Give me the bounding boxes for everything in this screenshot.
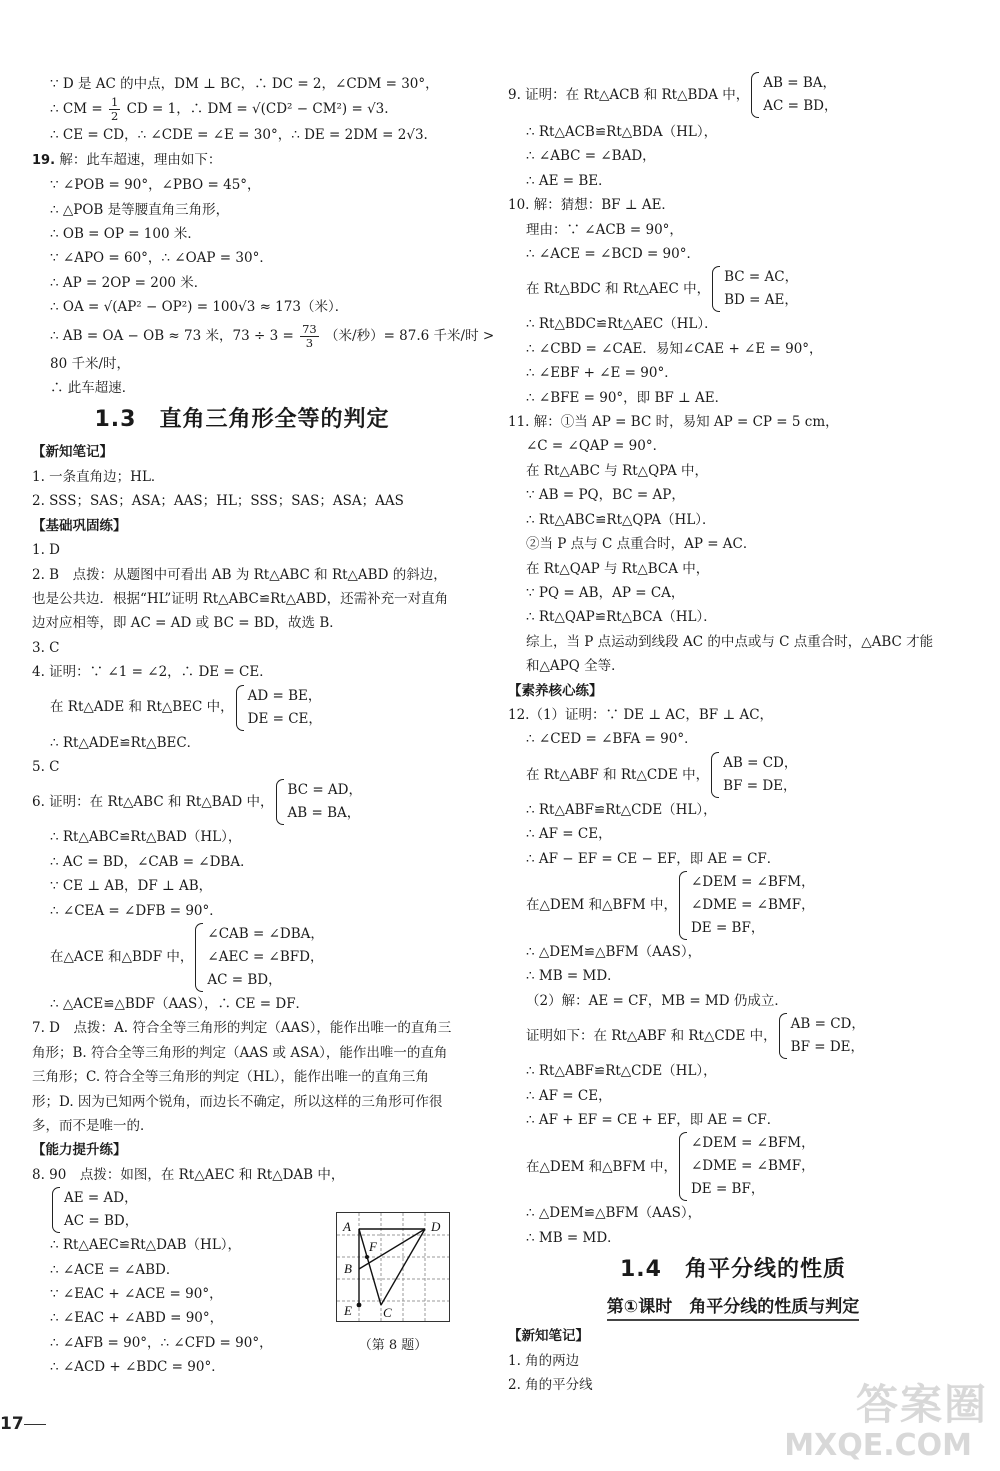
text-line: ∴ OA = √(AP² − OP²) = 100√3 ≈ 173（米）． [50,299,349,316]
text-line: 理由：∵ ∠ACB = 90°， [526,221,683,238]
text-line: ∴ Rt△ADE≌Rt△BEC． [50,734,201,751]
text-line: ∠C = ∠QAP = 90°． [526,438,667,455]
text-line: ∵ ∠EAC + ∠ACE = 90°， [50,1286,223,1303]
section-tag: 【新知笔记】 [508,1328,589,1345]
text-line: 1. 一条直角边；HL． [32,468,165,485]
text-line: ∴ 此车超速． [50,380,136,397]
point-e [357,1303,362,1308]
text-line: ∴ △POB 是等腰直角三角形， [50,201,230,218]
text-line: （2）解：AE = CF，MB = MD 仍成立． [526,992,788,1009]
equation-system: AE = AD， AC = BD， [32,1187,452,1233]
left-column [32,72,495,1380]
section-title: 1.3 直角三角形全等的判定 [94,407,390,433]
text-line: ∴ AC = BD，∠CAB = ∠DBA． [50,853,254,870]
text-line: ∴ Rt△ABC≌Rt△QPA（HL）． [526,511,716,528]
text-line: 在 Rt△ABC 与 Rt△QPA 中， [526,462,709,479]
equation-system: 在 Rt△ABF 和 Rt△CDE 中， AB = CD， BF = DE， [508,752,958,798]
text-line: ∴ ∠ABC = ∠BAD， [526,148,656,165]
text-line: ∴ ∠ACD + ∠BDC = 90°． [50,1359,225,1376]
text-line: ∵ PQ = AB，AP = CA， [526,584,685,601]
text-line: ∴ CM = $\frac{1}{2}$ CD = 1，∴ DM = √(CD² − CM²) = √3. [50,95,389,124]
lesson-title: 第①课时 角平分线的性质与判定 [508,1290,958,1324]
text-line: ∴ △ACE≌△BDF（AAS），∴ CE = DF． [50,995,310,1012]
point-f [365,1255,369,1259]
equation-system: 在 Rt△ADE 和 Rt△BEC 中， AD = BE， DE = CE， [32,685,452,731]
text-line: ∴ ∠CEA = ∠DFB = 90°． [50,902,223,919]
text-line: ∵ D 是 AC 的中点，DM ⊥ BC，∴ DC = 2，∠CDM = 30°， [50,76,439,92]
text-line: 和△APQ 全等． [526,658,625,675]
text-line: ∵ AB = PQ，BC = AP， [526,487,685,504]
text-line: 8. 90 点拨：如图，在 Rt△AEC 和 Rt△DAB 中， [32,1166,345,1183]
equation-system: 在△ACE 和△BDF 中， ∠CAB = ∠DBA， ∠AEC = ∠BFD， AC = BD， [32,923,452,992]
text-line: ∴ ∠ACE = ∠BCD = 90°． [526,246,700,263]
paragraph: 7. D 点拨：A. 符合全等三角形的判定（AAS），能作出唯一的直角三角形；B. 符合全等三角形的判定（AAS 或 ASA），能作出唯一的直角三角形；C. 符合全等三角形的判定（HL），能作出唯一的直角三角形；D. 因为已知两个锐角，而边长不确定，所以这样的三角形可作很多，而不是唯一的． [32,1020,452,1134]
text-line: ∴ Rt△ABC≌Rt△BAD（HL）， [50,829,242,846]
text-line: ∴ OB = OP = 100 米． [50,226,201,243]
text-line: ∴ ∠BFE = 90°，即 BF ⊥ AE． [526,389,729,406]
equation-system: 证明如下：在 Rt△ABF 和 Rt△CDE 中， AB = CD， BF = DE， [508,1013,958,1059]
equation-system: 在△DEM 和△BFM 中， ∠DEM = ∠BFM， ∠DME = ∠BMF， DE = BF， [508,1132,958,1201]
figure-caption: （第 8 题） [358,1338,428,1353]
text-line: ∴ ∠EAC + ∠ABD = 90°， [50,1310,224,1327]
label-e: E [344,1303,352,1318]
label-b: B [344,1261,352,1276]
watermark-url: MXQE.COM [784,1428,972,1463]
text-line: ∴ Rt△ABF≌Rt△CDE（HL）， [526,801,717,818]
text-line: 在 Rt△QAP 与 Rt△BCA 中， [526,560,710,577]
text-line: ∴ AE = BE． [526,172,612,189]
text-line: ∴ Rt△ABF≌Rt△CDE（HL）， [526,1063,717,1080]
text-line: 80 千米/时， [50,355,131,372]
text-line: ∴ AF = CE， [526,826,612,843]
text-line: ∴ ∠CBD = ∠CAE．易知∠CAE + ∠E = 90°， [526,340,823,357]
text-line: ∴ Rt△ACB≌Rt△BDA（HL）， [526,124,718,140]
section-tag: 【素养核心练】 [508,682,603,699]
text-line: 综上，当 P 点运动到线段 AC 的中点或与 C 点重合时，△ABC 才能 [526,633,934,650]
right-column [508,72,958,1397]
text-line: ∴ ∠ACE = ∠ABD． [50,1261,180,1278]
text-line: ∵ ∠POB = 90°，∠PBO = 45°， [50,177,261,194]
label-f: F [369,1239,377,1254]
text-line: ∴ AF + EF = CE + EF，即 AE = CF． [526,1112,781,1128]
text-line: 10. 解：猜想：BF ⊥ AE． [508,197,675,214]
section-tag: 【基础巩固练】 [32,517,127,534]
text-line: ∴ AF = CE， [526,1087,612,1104]
label-c: C [383,1305,392,1320]
text-line: ∴ △DEM≌△BFM（AAS）， [526,1205,702,1222]
text-line: ∴ CE = CD，∴ ∠CDE = ∠E = 30°，∴ DE = 2DM = 2√3. [50,127,428,144]
fraction: $\frac{1}{2}$ [110,95,119,124]
text-line: 5. C [32,758,60,775]
section-tag: 【能力提升练】 [32,1142,127,1159]
watermark: 答案圈 [855,1380,988,1429]
text-line: ∴ ∠AFB = 90°，∴ ∠CFD = 90°， [50,1334,273,1351]
text-line: ②当 P 点与 C 点重合时，AP = AC． [526,536,757,553]
equation-system: 在△DEM 和△BFM 中， ∠DEM = ∠BFM， ∠DME = ∠BMF， DE = BF， [508,871,958,940]
fraction: $\frac{73}{3}$ [302,321,317,350]
paragraph: 2. B 点拨：从题图中可看出 AB 为 Rt△ABC 和 Rt△ABD 的斜边，也是公共边．根据“HL”证明 Rt△ABC≌Rt△ABD，还需补充一对直角边对应相等，即 AC = AD 或 BC = BD，故选 B． [32,566,449,632]
section-tag: 【新知笔记】 [32,444,113,461]
grid-figure [336,1212,450,1322]
text-line: ∴ ∠CED = ∠BFA = 90°． [526,731,698,748]
text-line: ∴ Rt△AEC≌Rt△DAB（HL）， [50,1237,242,1254]
text-line: ∴ AF − EF = CE − EF，即 AE = CF． [526,850,781,867]
text-line: 1. D [32,542,60,559]
page-number-rule [24,1424,46,1425]
text-line: 2. SSS；SAS；ASA；AAS；HL；SSS；SAS；ASA；AAS [32,493,404,510]
text-line: 12.（1）证明：∵ DE ⊥ AC，BF ⊥ AC， [508,706,774,723]
equation-system: 在 Rt△BDC 和 Rt△AEC 中， BC = AC， BD = AE， [508,266,958,312]
text-line: ∵ ∠APO = 60°，∴ ∠OAP = 30°． [50,250,273,267]
text-line: ∴ MB = MD． [526,1229,621,1246]
text-line: ∴ Rt△QAP≌Rt△BCA（HL）． [526,609,717,626]
label-d: D [431,1219,441,1234]
label-a: A [343,1219,351,1234]
text-line: ∴ MB = MD． [526,968,621,985]
text-line: ∴ △DEM≌△BFM（AAS）， [526,943,702,960]
text-line: ∴ ∠EBF + ∠E = 90°． [526,365,678,382]
text-line: 11. 解：①当 AP = BC 时，易知 AP = CP = 5 cm， [508,414,839,431]
text-line: ∴ AP = 2OP = 200 米． [50,274,208,291]
text-line: 2. 角的平分线 [508,1377,593,1394]
text-line: 4. 证明：∵ ∠1 = ∠2，∴ DE = CE． [32,664,273,681]
section-title: 1.4 角平分线的性质 [620,1257,846,1283]
text-line: ∵ CE ⊥ AB，DF ⊥ AB， [50,878,213,895]
equation-system: 9. 证明：在 Rt△ACB 和 Rt△BDA 中， AB = BA， AC = BD， [508,72,958,120]
text-line: ∴ Rt△BDC≌Rt△AEC（HL）． [526,316,718,333]
q19-head: 19. 解：此车超速，理由如下： [32,151,222,168]
page-number: 17 [0,1414,24,1434]
text-line: ∴ AB = OA − OB ≈ 73 米，73 ÷ 3 = $\frac{73}{3}$ （米/秒）= 87.6 千米/时 > [50,321,495,350]
equation-system: 6. 证明：在 Rt△ABC 和 Rt△BAD 中， BC = AD， AB = BA， [32,779,452,825]
text-line: 3. C [32,639,60,656]
text-line: 1. 角的两边 [508,1352,580,1369]
